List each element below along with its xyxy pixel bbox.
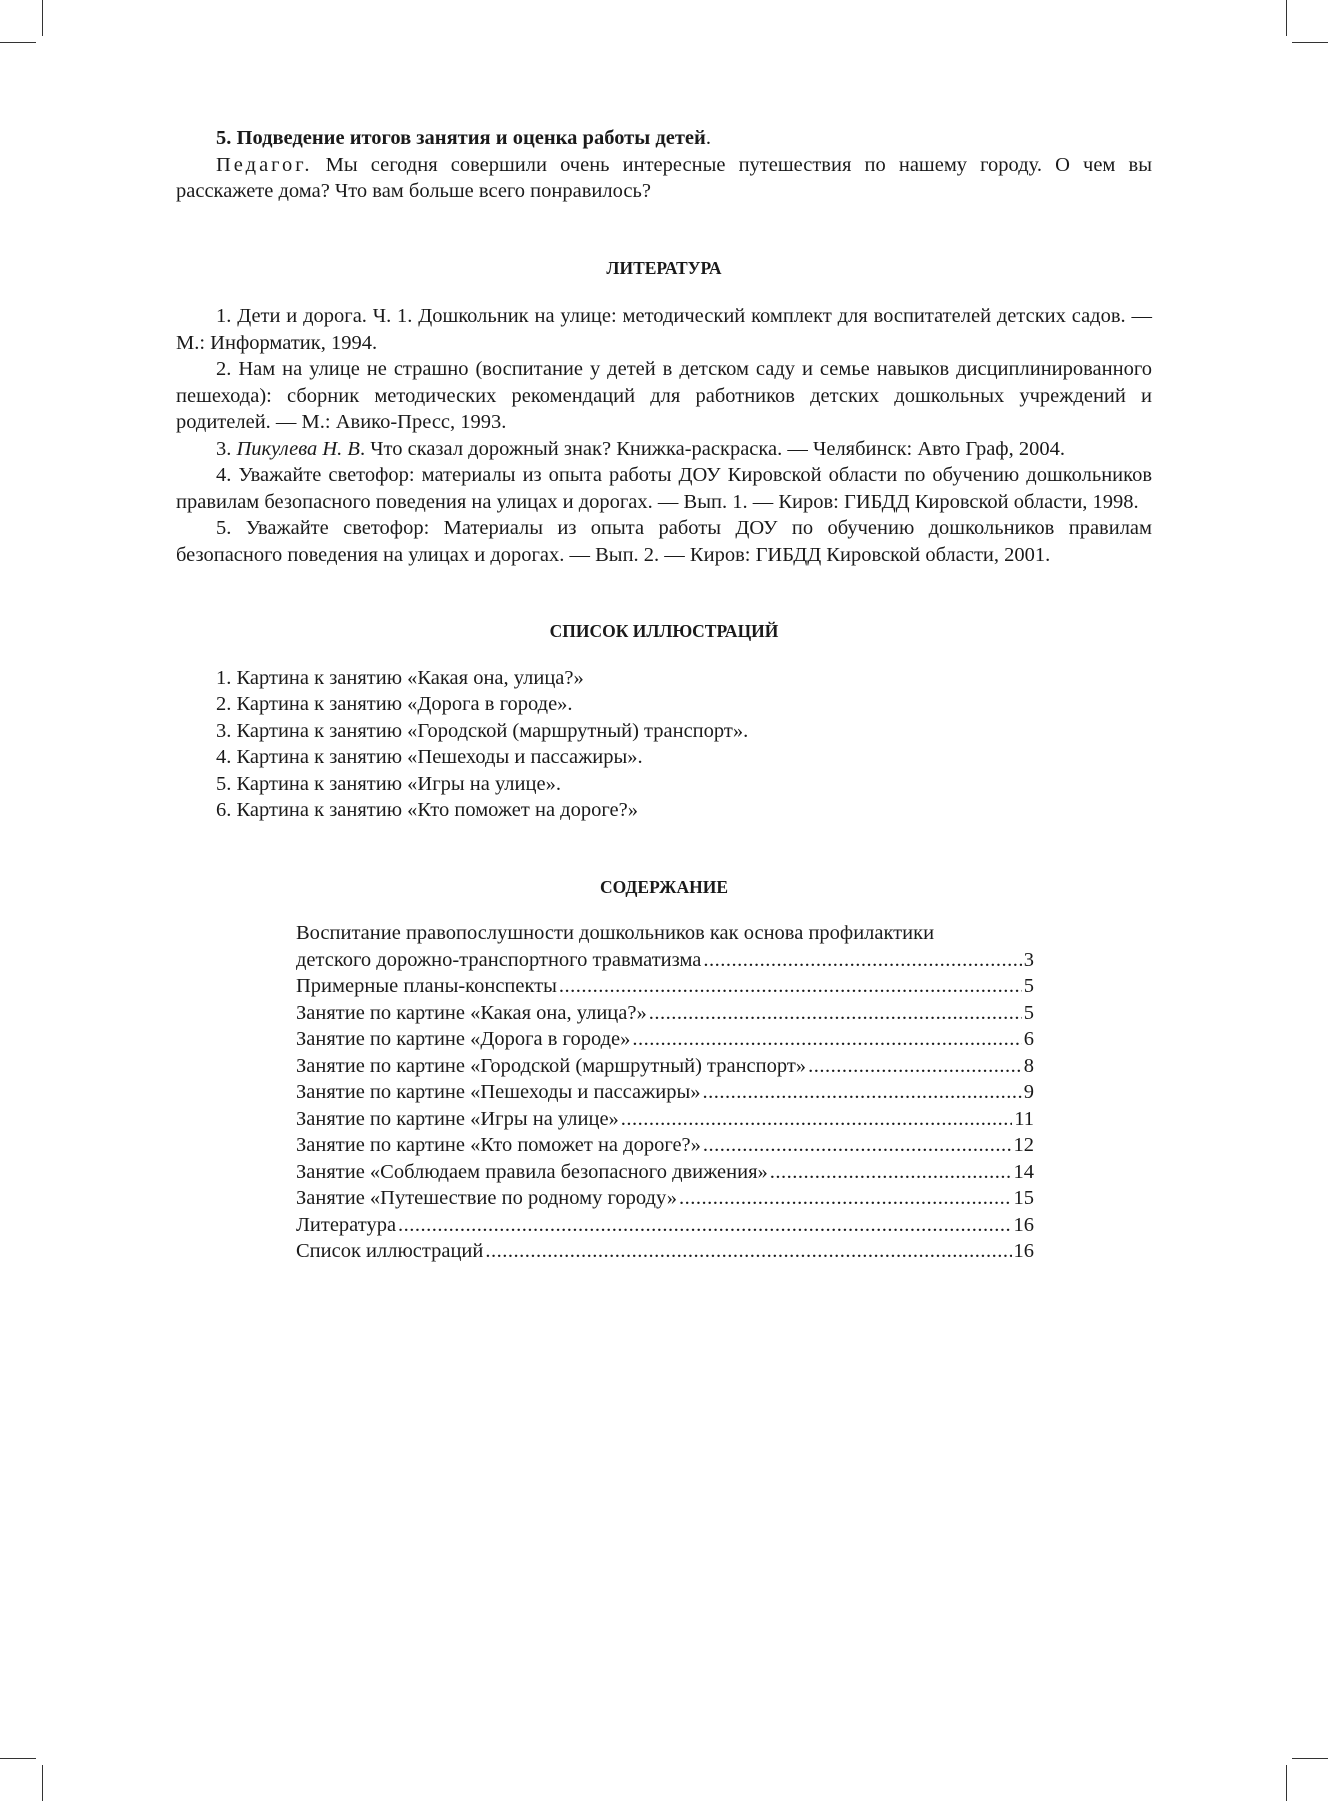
- toc-dot-leader: [702, 1079, 1021, 1106]
- literature-title: ЛИТЕРАТУРА: [606, 257, 722, 278]
- toc-entry-page-number: 11: [1014, 1107, 1034, 1130]
- page-body: [176, 125, 1152, 1265]
- crop-mark-top-left: [42, 0, 43, 36]
- illustrations-list: [176, 665, 1152, 824]
- toc-entry[interactable]: [296, 1106, 1034, 1133]
- toc-dot-leader: [770, 1159, 1012, 1186]
- toc-dot-leader: [703, 947, 1021, 974]
- crop-mark-bottom-right-h: [1292, 1758, 1328, 1759]
- toc-entry-title: Занятие «Соблюдаем правила безопасного движения»: [296, 1160, 768, 1183]
- literature-item: 1. Дети и дорога. Ч. 1. Дошкольник на улице: методический комплект для воспитателей детских садов. — М.: Информатик, 1994.: [176, 305, 1152, 354]
- toc-first-line: [296, 920, 1034, 947]
- literature-item: [176, 436, 1152, 463]
- toc-entry[interactable]: [296, 1132, 1034, 1159]
- toc-entry-page-number: 8: [1023, 1054, 1034, 1077]
- toc-entries: [296, 947, 1034, 1265]
- toc-entry-title: Примерные планы-конспекты: [296, 975, 557, 997]
- illustrations-title: СПИСОК ИЛЛЮСТРАЦИЙ: [549, 621, 779, 641]
- toc-entry-page-number: 6: [1023, 1028, 1034, 1050]
- toc-dot-leader: [808, 1053, 1022, 1080]
- crop-mark-top-right-h: [1292, 42, 1328, 43]
- literature-item: 4. Уважайте светофор: материалы из опыта работы ДОУ Кировской области по обучению дошкольников правилам безопасного поведения на улицах и дорогах. — Вып. 1. — Киров: ГИБДД Кировской области, 1998.: [176, 464, 1152, 513]
- toc-entry-title: Воспитание правопослушности дошкольников как основа профилактики: [296, 922, 935, 944]
- literature-item-number: 3.: [216, 437, 237, 460]
- toc-dot-leader: [679, 1185, 1012, 1212]
- illustration-item: 4. Картина к занятию «Пешеходы и пассажиры».: [216, 746, 643, 768]
- toc-entry-page-number: 15: [1013, 1187, 1034, 1209]
- contents-title: СОДЕРЖАНИЕ: [599, 876, 728, 897]
- literature-item: 2. Нам на улице не страшно (воспитание у детей в детском саду и семье навыков дисциплинированного пешехода): сборник методических рекомендаций для работников детских дошкольных учреждений и родителей. — М.: Авико-Пресс, 1993.: [176, 358, 1152, 433]
- toc-entry-page-number: 16: [1013, 1213, 1034, 1236]
- illustration-item: 2. Картина к занятию «Дорога в городе».: [216, 693, 573, 715]
- toc-entry[interactable]: [296, 1159, 1034, 1186]
- illustration-item: 3. Картина к занятию «Городской (маршрутный) транспорт».: [216, 719, 749, 742]
- section5-text: Мы сегодня совершили очень интересные путешествия по нашему городу. О чем вы расскажете дома? Что вам больше всего понравилось?: [176, 153, 1152, 202]
- toc-dot-leader: [632, 1026, 1021, 1053]
- toc-entry-title: Занятие «Путешествие по родному городу»: [296, 1187, 677, 1209]
- toc-dot-leader: [649, 1000, 1022, 1027]
- toc-entry-title: Занятие по картине «Какая она, улица?»: [296, 1001, 647, 1024]
- toc-entry[interactable]: [296, 947, 1034, 974]
- literature-list: [176, 303, 1152, 568]
- toc-entry-title: Занятие по картине «Игры на улице»: [296, 1107, 619, 1130]
- toc-entry-title: Занятие по картине «Кто поможет на дороге?»: [296, 1134, 701, 1156]
- section5-heading: [176, 125, 1152, 152]
- toc-entry-page-number: 14: [1013, 1160, 1034, 1183]
- toc-entry[interactable]: [296, 1053, 1034, 1080]
- toc-entry[interactable]: [296, 1238, 1034, 1265]
- section5-paragraph: [176, 152, 1152, 205]
- toc-entry-page-number: 9: [1023, 1081, 1034, 1103]
- toc-entry-title: Занятие по картине «Пешеходы и пассажиры»: [296, 1081, 701, 1103]
- illustration-item: 5. Картина к занятию «Игры на улице».: [216, 772, 561, 795]
- toc-entry-title: Занятие по картине «Городской (маршрутный) транспорт»: [296, 1054, 807, 1077]
- crop-mark-top-right: [1286, 0, 1287, 36]
- literature-item: 5. Уважайте светофор: Материалы из опыта работы ДОУ по обучению дошкольников правилам безопасного поведения на улицах и дорогах. — Вып. 2. — Киров: ГИБДД Кировской области, 2001.: [176, 517, 1152, 566]
- toc-entry-page-number: 12: [1013, 1134, 1034, 1156]
- toc-entry-page-number: 5: [1023, 975, 1034, 997]
- toc-entry-title: детского дорожно-транспортного травматизма: [296, 948, 702, 971]
- speaker-label: Педагог.: [216, 153, 313, 176]
- section5-heading-period: .: [705, 127, 711, 149]
- toc-entry-page-number: 16: [1013, 1240, 1034, 1262]
- toc-dot-leader: [559, 973, 1022, 1000]
- toc-entry-title: Литература: [296, 1213, 397, 1236]
- toc-entry[interactable]: [296, 1185, 1034, 1212]
- toc-entry-page-number: 3: [1023, 948, 1034, 971]
- toc-entry[interactable]: [296, 973, 1034, 1000]
- toc-entry[interactable]: [296, 1079, 1034, 1106]
- literature-item-rest: . Что сказал дорожный знак? Книжка-раскраска. — Челябинск: Авто Граф, 2004.: [359, 437, 1065, 460]
- crop-mark-bottom-right: [1286, 1765, 1287, 1801]
- toc-entry[interactable]: [296, 1000, 1034, 1027]
- section5-heading-text: 5. Подведение итогов занятия и оценка работы детей: [216, 127, 706, 149]
- toc-entry[interactable]: [296, 1026, 1034, 1053]
- literature-item-author: Пикулева Н. В: [236, 437, 360, 460]
- illustration-item: 6. Картина к занятию «Кто поможет на дороге?»: [216, 799, 638, 821]
- crop-mark-bottom-left: [42, 1765, 43, 1801]
- toc-entry-title: Список иллюстраций: [296, 1240, 484, 1262]
- toc-entry-title: Занятие по картине «Дорога в городе»: [296, 1028, 631, 1050]
- illustration-item: 1. Картина к занятию «Какая она, улица?»: [216, 666, 584, 689]
- toc-dot-leader: [703, 1132, 1012, 1159]
- crop-mark-top-left-h: [0, 42, 36, 43]
- toc-dot-leader: [398, 1212, 1011, 1239]
- toc-entry-page-number: 5: [1023, 1001, 1034, 1024]
- toc-dot-leader: [485, 1238, 1011, 1265]
- crop-mark-bottom-left-h: [0, 1758, 36, 1759]
- toc-dot-leader: [621, 1106, 1012, 1133]
- toc-entry[interactable]: [296, 1212, 1034, 1239]
- table-of-contents: [296, 920, 1034, 1265]
